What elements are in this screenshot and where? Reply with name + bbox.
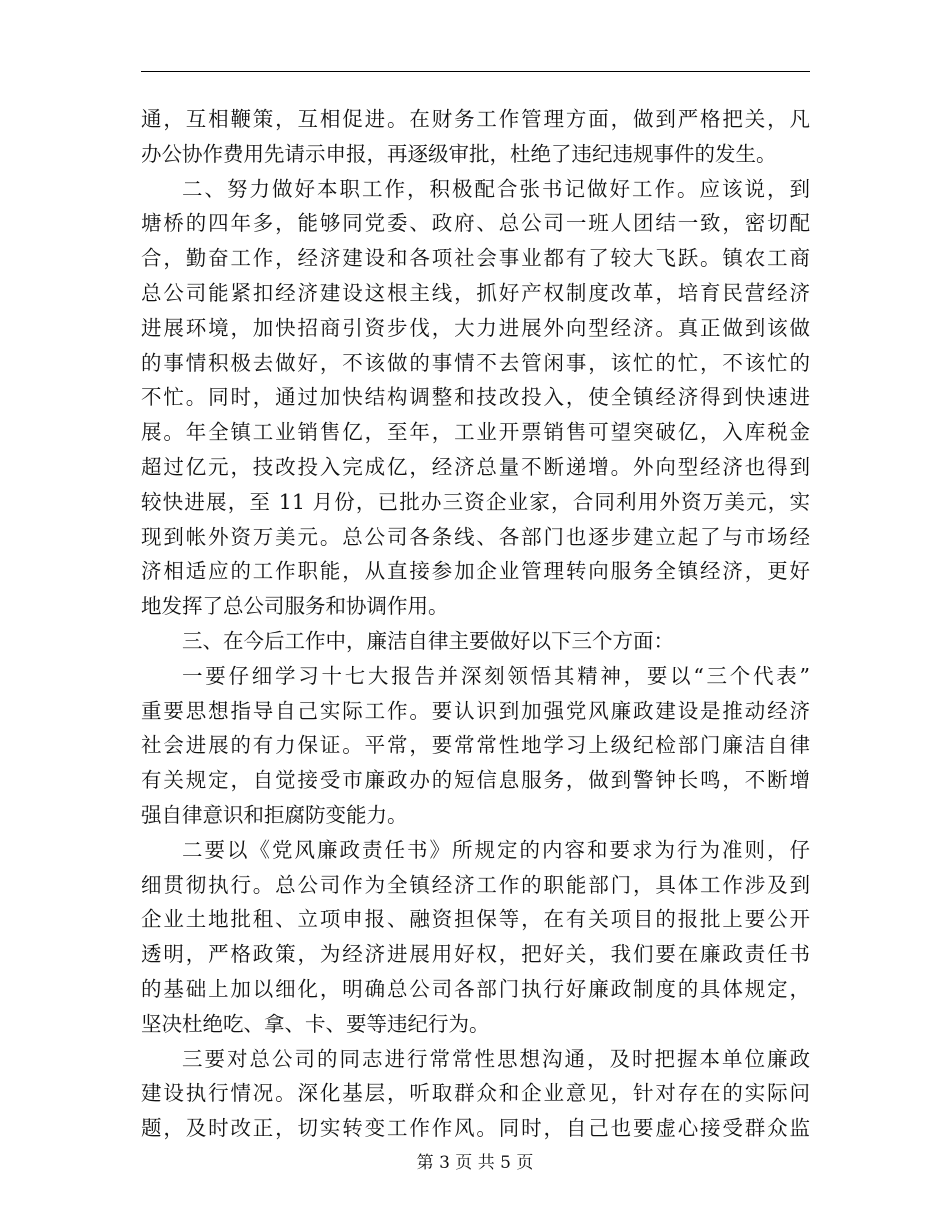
- text-line: 较快进展，至 11 月份，已批办三资企业家，合同利用外资万美元，实: [141, 489, 810, 514]
- text-line: 塘桥的四年多，能够同党委、政府、总公司一班人团结一致，密切配: [141, 211, 810, 236]
- header-rule: [141, 71, 810, 72]
- text-line: 展。年全镇工业销售亿，至年，工业开票销售可望突破亿，入库税金: [141, 420, 810, 445]
- text-line: 地发挥了总公司服务和协调作用。: [141, 594, 449, 619]
- text-line: 题，及时改正，切实转变工作作风。同时，自己也要虚心接受群众监: [141, 1116, 810, 1141]
- text-line: 建设执行情况。深化基层，听取群众和企业意见，针对存在的实际问: [141, 1081, 810, 1106]
- text-line: 有关规定，自觉接受市廉政办的短信息服务，做到警钟长鸣，不断增: [141, 768, 810, 793]
- text-line: 现到帐外资万美元。总公司各条线、各部门也逐步建立起了与市场经: [141, 524, 810, 549]
- text-line: 的基础上加以细化，明确总公司各部门执行好廉政制度的具体规定，: [141, 976, 810, 1001]
- text-line: 二要以《党风廉政责任书》所规定的内容和要求为行为准则，仔: [182, 837, 810, 862]
- text-line: 二、努力做好本职工作，积极配合张书记做好工作。应该说，到: [182, 176, 810, 201]
- text-line: 强自律意识和拒腐防变能力。: [141, 802, 408, 827]
- text-line: 企业土地批租、立项申报、融资担保等，在有关项目的报批上要公开: [141, 907, 810, 932]
- text-line: 济相适应的工作职能，从直接参加企业管理转向服务全镇经济，更好: [141, 559, 810, 584]
- text-line: 不忙。同时，通过加快结构调整和技改投入，使全镇经济得到快速进: [141, 385, 810, 410]
- text-line: 合，勤奋工作，经济建设和各项社会事业都有了较大飞跃。镇农工商: [141, 246, 810, 271]
- text-line: 细贯彻执行。总公司作为全镇经济工作的职能部门，具体工作涉及到: [141, 872, 810, 897]
- text-line: 重要思想指导自己实际工作。要认识到加强党风廉政建设是推动经济: [141, 698, 810, 723]
- text-line: 透明，严格政策，为经济进展用好权，把好关，我们要在廉政责任书: [141, 942, 810, 967]
- text-line: 三要对总公司的同志进行常常性思想沟通，及时把握本单位廉政: [182, 1046, 810, 1071]
- text-line: 总公司能紧扣经济建设这根主线，抓好产权制度改革，培育民营经济: [141, 280, 810, 305]
- text-line: 办公协作费用先请示申报，再逐级审批，杜绝了违纪违规事件的发生。: [141, 141, 777, 166]
- text-line: 坚决杜绝吃、拿、卡、要等违纪行为。: [141, 1011, 490, 1036]
- text-line: 一要仔细学习十七大报告并深刻领悟其精神，要以“三个代表”: [182, 663, 810, 688]
- text-line: 的事情积极去做好，不该做的事情不去管闲事，该忙的忙，不该忙的: [141, 350, 810, 375]
- text-line: 进展环境，加快招商引资步伐，大力进展外向型经济。真正做到该做: [141, 315, 810, 340]
- page-footer: 第 3 页 共 5 页: [416, 1153, 534, 1173]
- body-text: [141, 102, 810, 1142]
- text-line: 三、在今后工作中，廉洁自律主要做好以下三个方面：: [182, 628, 674, 653]
- text-line: 通，互相鞭策，互相促进。在财务工作管理方面，做到严格把关，凡: [141, 107, 810, 131]
- text-line: 超过亿元，技改投入完成亿，经济总量不断递增。外向型经济也得到: [141, 454, 810, 479]
- text-line: 社会进展的有力保证。平常，要常常性地学习上级纪检部门廉洁自律: [141, 733, 810, 758]
